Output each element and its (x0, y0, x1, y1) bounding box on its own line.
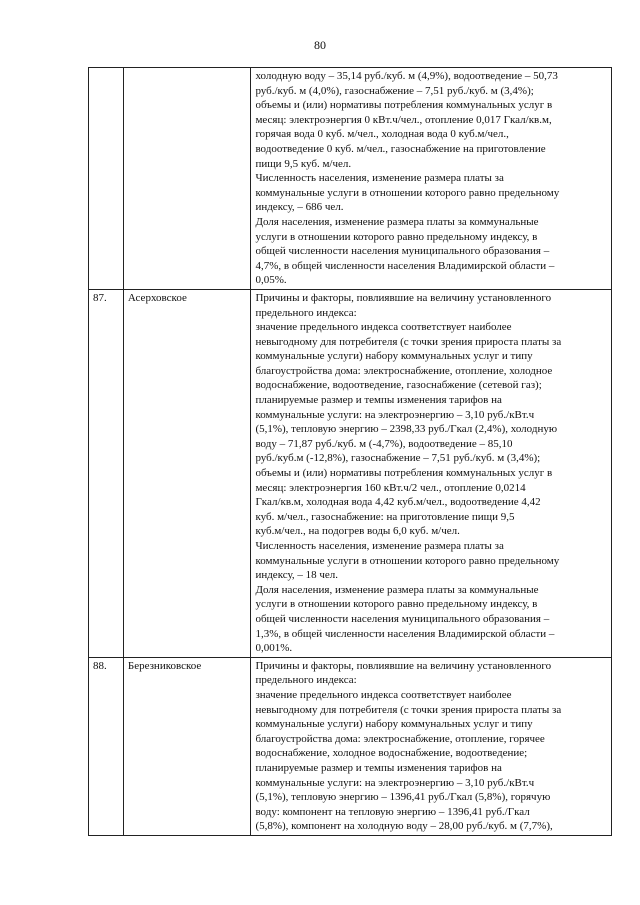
description-line: индексу, – 686 чел. (255, 201, 344, 214)
description-line: благоустройства дома: электроснабжение, отопление, горячее (255, 732, 545, 745)
description-line: услуги в отношении которого равно предельному индексу, в (255, 230, 538, 243)
table-body (89, 68, 612, 836)
description-line: месяц: электроэнергия 0 кВт.ч/чел., отопление 0,017 Гкал/кв.м, (255, 113, 552, 126)
description-line: общей численности населения муниципального образования – (255, 245, 550, 258)
description-line: (5,8%), компонент на холодную воду – 28,00 руб./куб. м (7,7%), (255, 820, 553, 833)
description-line: коммунальные услуги в отношении которого равно предельному (255, 186, 560, 199)
table-row (89, 657, 612, 835)
description-line: невыгодному для потребителя (с точки зрения прироста платы за (255, 335, 562, 348)
description-line: общей численности населения муниципального образования – (255, 612, 550, 625)
description-line: водоснабжение, холодное водоснабжение, водоотведение; (255, 747, 528, 760)
description-line: (5,1%), тепловую энергию – 2398,33 руб./Гкал (2,4%), холодную (255, 423, 558, 436)
description-line: предельного индекса: (255, 674, 357, 687)
row-number: 87. (89, 289, 124, 657)
description-line: планируемые размер и темпы изменения тарифов на (255, 761, 502, 774)
row-number (89, 68, 124, 290)
description-line: значение предельного индекса соответствует наиболее (255, 688, 512, 701)
description-line: коммунальные услуги: на электроэнергию – 3,10 руб./кВт.ч (255, 776, 535, 789)
description-line: благоустройства дома: электроснабжение, отопление, холодное (255, 364, 553, 377)
description-line: воду – 71,87 руб./куб. м (-4,7%), водоотведение – 85,10 (255, 437, 513, 450)
description-line: объемы и (или) нормативы потребления коммунальных услуг в (255, 467, 553, 480)
description-line: руб./куб.м (-12,8%), газоснабжение – 7,51 руб./куб. м (3,4%); (255, 452, 541, 465)
municipality-name: Березниковское (123, 657, 251, 835)
municipality-name: Асерховское (123, 289, 251, 657)
tariff-table (88, 67, 612, 836)
description-line: коммунальные услуги: на электроэнергию – 3,10 руб./кВт.ч (255, 408, 535, 421)
description-line: воду: компонент на тепловую энергию – 1396,41 руб./Гкал (255, 805, 530, 818)
description-line: Доля населения, изменение размера платы за коммунальные (255, 215, 539, 228)
description-line: планируемые размер и темпы изменения тарифов на (255, 394, 502, 407)
description-line: руб./куб. м (4,0%), газоснабжение – 7,51 руб./куб. м (3,4%); (255, 84, 534, 97)
description-line: 1,3%, в общей численности населения Владимирской области – (255, 627, 555, 640)
description-line: значение предельного индекса соответствует наиболее (255, 321, 512, 334)
description-line: Причины и факторы, повлиявшие на величину установленного (255, 291, 552, 304)
description-line: водоснабжение, водоотведение, газоснабжение (сетевой газ); (255, 379, 542, 392)
municipality-name (123, 68, 251, 290)
table-row (89, 68, 612, 290)
description-line: невыгодному для потребителя (с точки зрения прироста платы за (255, 703, 562, 716)
description-line: индексу, – 18 чел. (255, 569, 339, 582)
description-line: горячая вода 0 куб. м/чел., холодная вода 0 куб.м/чел., (255, 128, 509, 141)
description-line: водоотведение 0 куб. м/чел., газоснабжение на приготовление (255, 142, 546, 155)
page-number: 80 (314, 38, 326, 52)
description-line: куб. м/чел., газоснабжение: на приготовление пищи 9,5 (255, 510, 515, 523)
description-line: коммунальные услуги) набору коммунальных услуг и типу (255, 718, 533, 731)
index-description (251, 68, 612, 290)
description-line: 0,001%. (255, 642, 293, 655)
description-line: пищи 9,5 куб. м/чел. (255, 157, 352, 170)
description-line: Причины и факторы, повлиявшие на величину установленного (255, 659, 552, 672)
description-line: месяц: электроэнергия 160 кВт.ч/2 чел., отопление 0,0214 (255, 481, 526, 494)
description-line: (5,1%), тепловую энергию – 1396,41 руб./Гкал (5,8%), горячую (255, 791, 551, 804)
description-line: объемы и (или) нормативы потребления коммунальных услуг в (255, 99, 553, 112)
row-number: 88. (89, 657, 124, 835)
description-line: 0,05%. (255, 274, 287, 287)
description-line: коммунальные услуги) набору коммунальных услуг и типу (255, 350, 533, 363)
description-line: услуги в отношении которого равно предельному индексу, в (255, 598, 538, 611)
index-description (251, 289, 612, 657)
description-line: коммунальные услуги в отношении которого равно предельному (255, 554, 560, 567)
description-line: Численность населения, изменение размера платы за (255, 172, 504, 185)
table-row (89, 289, 612, 657)
description-line: Гкал/кв.м, холодная вода 4,42 куб.м/чел., водоотведение 4,42 (255, 496, 541, 509)
description-line: холодную воду – 35,14 руб./куб. м (4,9%), водоотведение – 50,73 (255, 70, 558, 82)
index-description (251, 657, 612, 835)
description-line: Доля населения, изменение размера платы за коммунальные (255, 583, 539, 596)
description-line: куб.м/чел., на подогрев воды 6,0 куб. м/чел. (255, 525, 460, 538)
description-line: предельного индекса: (255, 306, 357, 319)
description-line: 4,7%, в общей численности населения Владимирской области – (255, 259, 555, 272)
description-line: Численность населения, изменение размера платы за (255, 540, 504, 552)
